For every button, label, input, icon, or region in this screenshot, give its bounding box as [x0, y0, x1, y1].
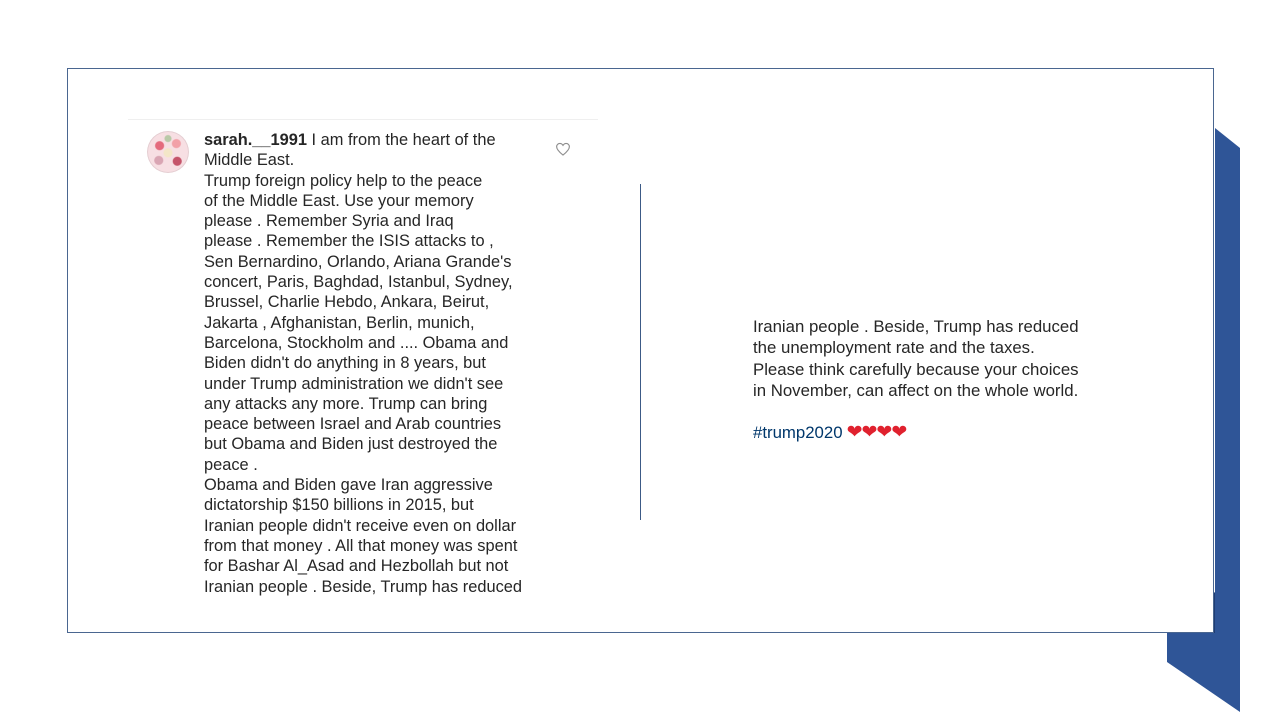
hashtag-line [753, 422, 1133, 443]
comment-body [204, 130, 549, 597]
post-top-divider [128, 119, 598, 120]
username-link[interactable]: sarah.__1991 [204, 131, 307, 149]
heart-outline-icon[interactable] [555, 142, 571, 156]
avatar[interactable] [147, 131, 189, 173]
vertical-divider [640, 184, 641, 520]
comment-text: I am from the heart of the Middle East. Trump foreign policy help to the peace of the Middle East. Use your memory please . Remember Syria and Iraq please . Remember the ISIS attacks to , Sen Bernardino, Orlando, Ariana Grande's concert, Paris, Baghdad, Istanbul, Sydney, Brussel, Charlie Hebdo, Ankara, Beirut, Jakarta , Afghanistan, Berlin, munich, Barcelona, Stockholm and .... Obama and Biden didn't do anything in 8 years, but under Trump administration we didn't see any attacks any more. Trump can bring peace between Israel and Arab countries but Obama and Biden just destroyed the peace . Obama and Biden gave Iran aggressive dictatorship $150 billions in 2015, but Iranian people didn't receive even on dollar from that money . All that money was spent for Bashar Al_Asad and Hezbollah but not Iranian people . Beside, Trump has reduced [204, 131, 522, 596]
instagram-comment-left [128, 119, 598, 596]
hashtag-link[interactable]: #trump2020 [753, 423, 843, 443]
slide-content-frame [67, 68, 1214, 633]
heart-emoji-icon: ❤❤❤❤ [846, 421, 907, 444]
comment-continuation-text: Iranian people . Beside, Trump has reduced the unemployment rate and the taxes. Please think carefully because your choices in November, can affect on the whole world. [753, 317, 1079, 400]
instagram-comment-right [753, 295, 1133, 465]
